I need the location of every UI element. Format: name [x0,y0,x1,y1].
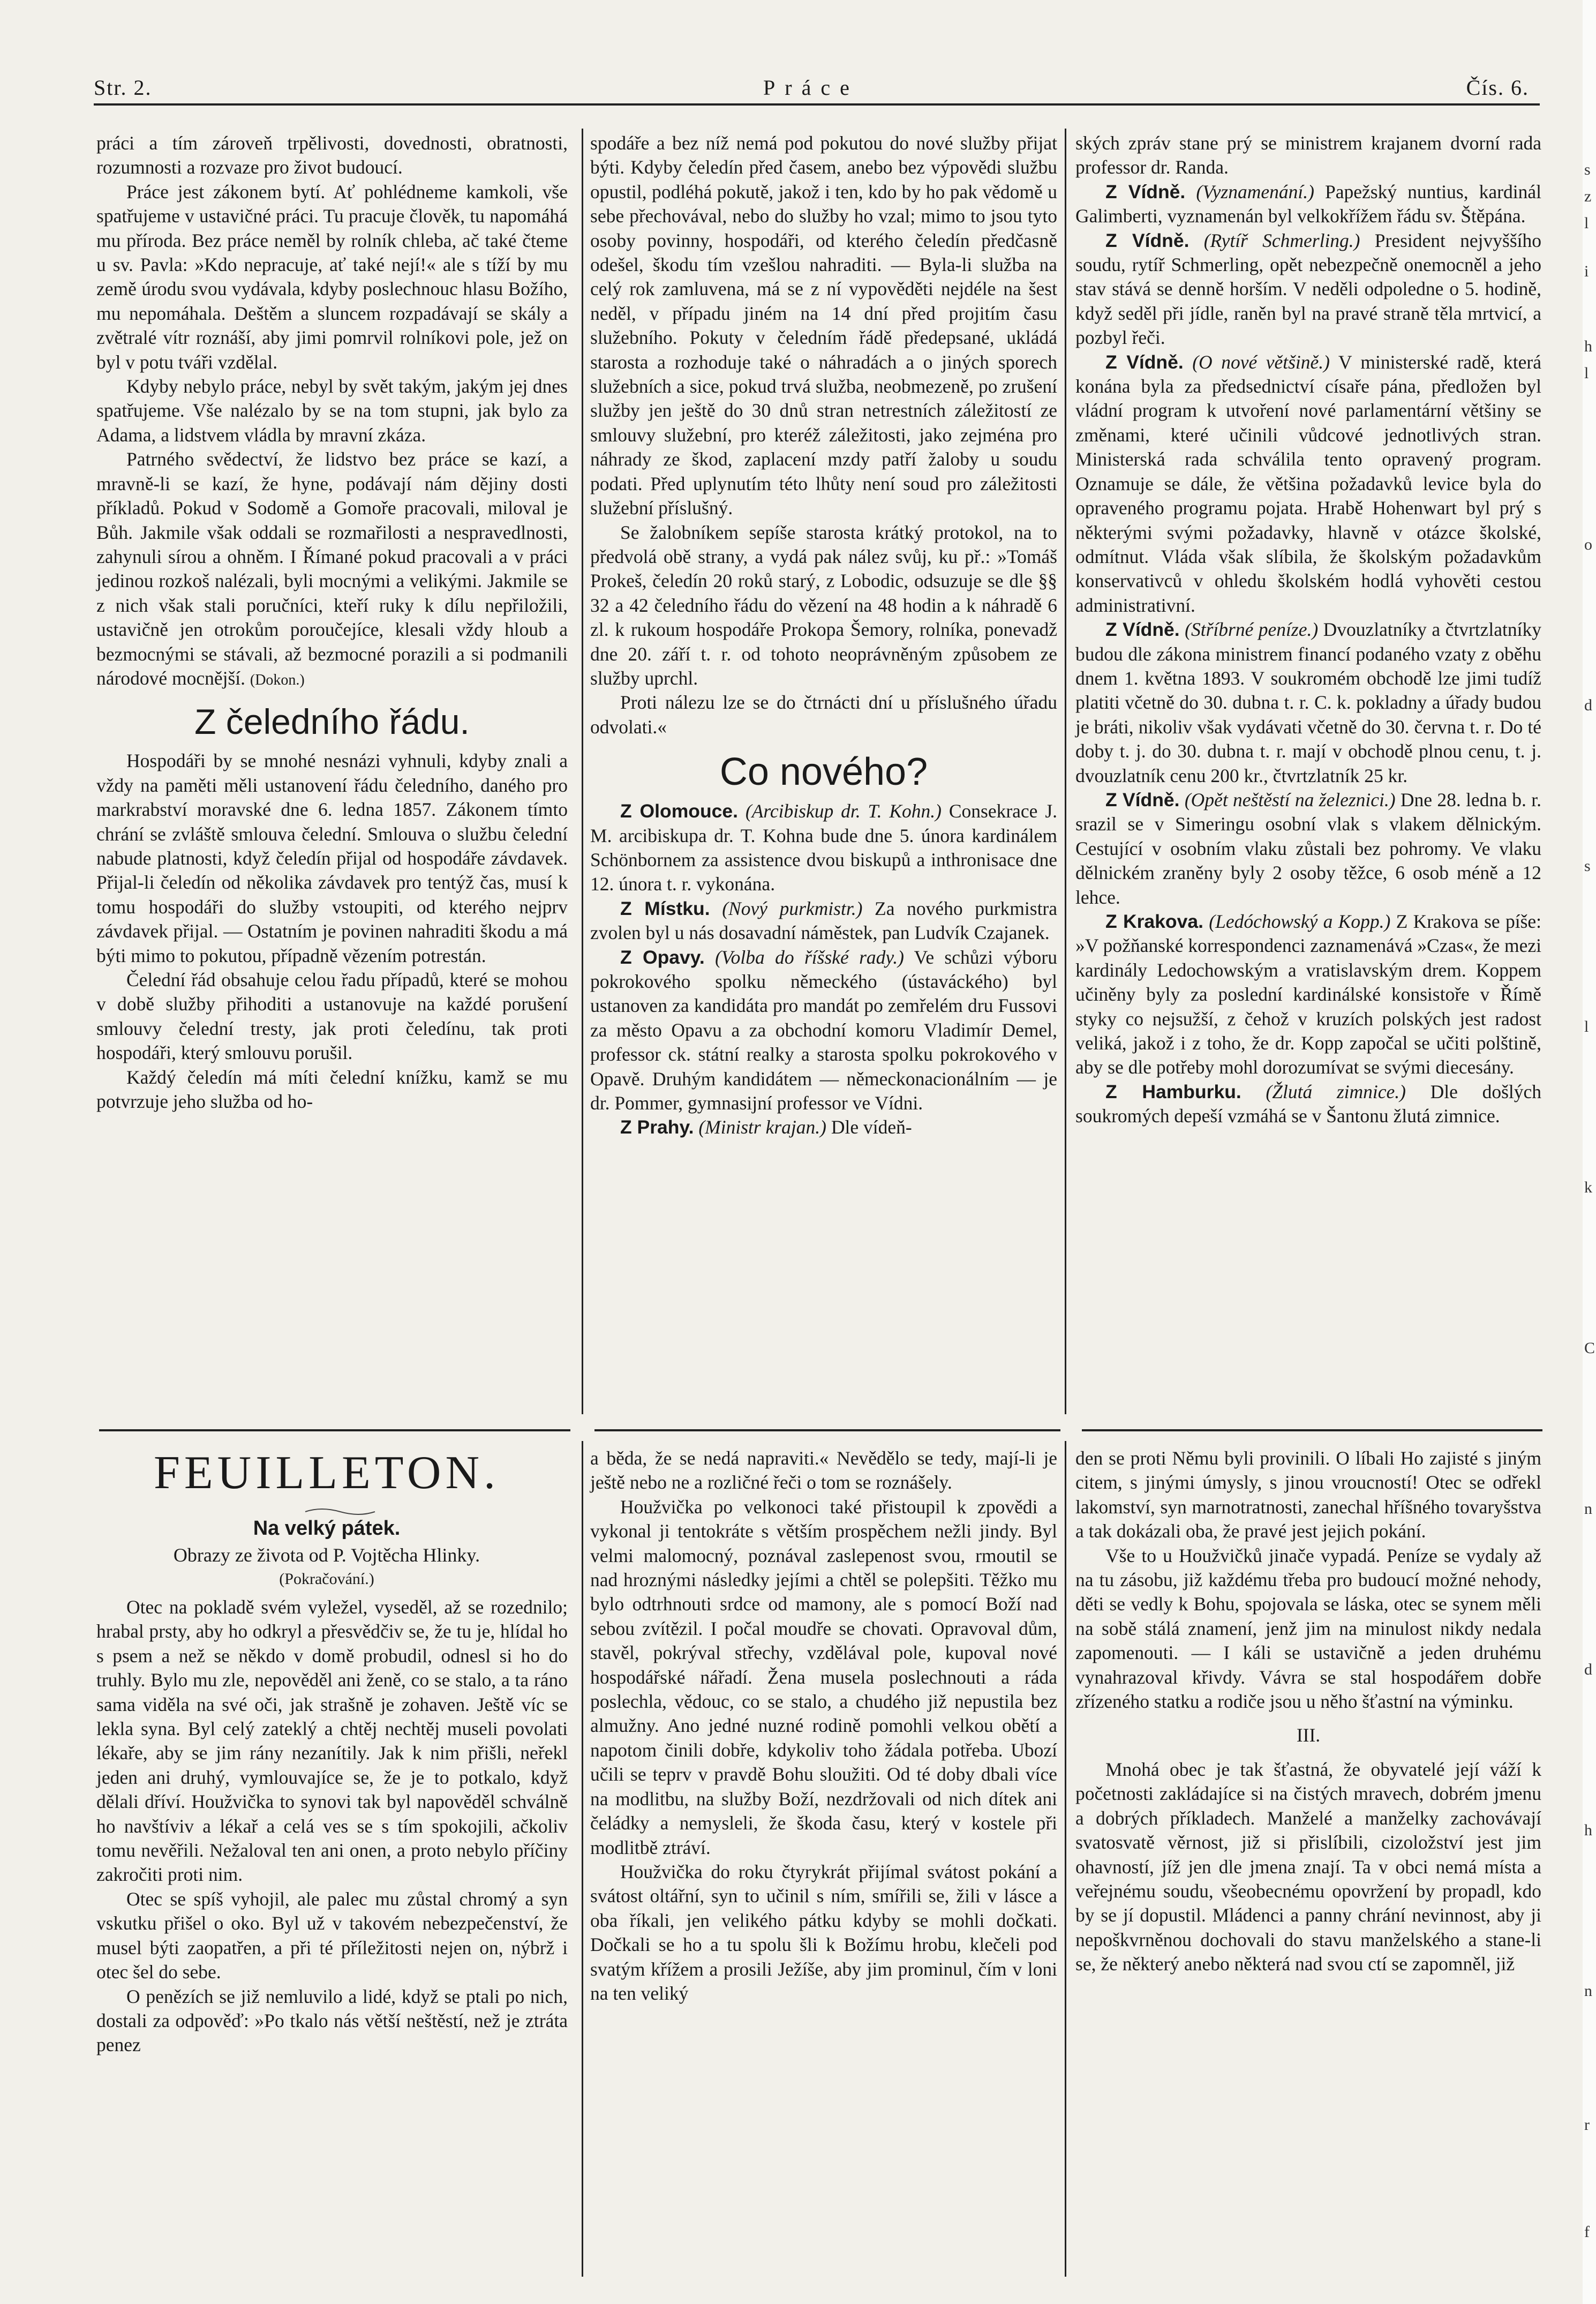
section-rule [594,1429,1060,1431]
edge-fragment: h [1584,1821,1592,1839]
paragraph: Čelední řád obsahuje celou řadu případů, které se mohou v době služby přihoditi a ustanovuje na každé porušení smlouvy čelední tresty, jak proti čeledínu, tak proti hospodáři, který smlouvu porušil. [96,969,568,1064]
column-divider [582,1441,583,2277]
continued-note: (Dokon.) [250,671,305,688]
column-divider [1065,1441,1066,2277]
chapter-number: III. [1296,1724,1321,1746]
edge-fragment: l [1584,364,1589,382]
story-subtitle: Obrazy ze života od P. Vojtěcha Hlinky. [173,1544,480,1566]
paragraph: den se proti Němu byli provinili. O líbali Ho zajisté s jiným citem, s jinými úmysly, s jinou vroucností! Otec se odřekl lakomství, syn marnotratnosti, zanechal hříšného tovaryšstva a tak dokázali oba, že pravé jest jejich pokání. [1075,1447,1541,1542]
edge-fragment: n [1584,1982,1592,2000]
news-location: Z Vídně. [1105,181,1186,202]
news-headline: (Stříbrné peníze.) [1185,619,1319,641]
paragraph: Otec na pokladě svém vyležel, vyseděl, až se rozednilo; hrabal prsty, aby ho odkryl a přesvědčiv se, že tu je, hlídal ho s psem a než se někdo v domě probudil, odnesl si ho do truhly. Bylo mu zle, nepověděl ani ženě, co se stalo, a ta ráno sama viděla na své oči, jak strašně je zohaven. Ještě víc se lekla syna. Byl celý zateklý a chtěj nechtěj museli povolati lékaře, aby se jim rány nezanítily. Jak k nim přišli, neřekl jeden ani druhý, vymlouvajíce se, že je to potkalo, když dělali dříví. Houžvička to synovi tak byl napověděl schválně ho navštíviv a lékař a celá ves se s tím spokojili, ačkoliv tomu nevěřili. Nežaloval ten ani onen, a proto nebylo příčiny zakročiti proti nim. [96,1596,568,1886]
column-divider [582,129,583,1414]
edge-fragment: d [1584,1661,1592,1678]
paragraph: Kdyby nebylo práce, nebyl by svět takým, jakým jej dnes spatřujeme. Vše nalézalo by se na tom stupni, jak bylo za Adama, a lidstvem vládla by mravní zkáza. [96,376,568,446]
paragraph: spodáře a bez níž nemá pod pokutou do nové služby přijat býti. Kdyby čeledín před časem, anebo bez výpovědi službu opustil, podléhá pokutě, jakož i ten, kdo by ho pak vědomě u sebe přechovával, nebo do služby ho vzal; mimo to jsou tyto osoby povinny, hospodáři, od kterého čeledín předčasně odešel, škodu tím vzešlou nahraditi. — Byla-li služba na celý rok zamluvena, má se z ní vypověděti nejdéle na šest neděl, v případu jiném na 14 dní před projitím času služebního. Pokuty v čeledním řádě předepsané, ukládá starosta a rozhoduje také o náhradách a o jiných sporech služebních a sice, pokud trvá služba, neobmezeně, po zrušení služby jen ještě do 30 dnů stran netrestních záležitostí ze smlouvy služební, pro kteréž záležitosti, jako zejména pro náhrady ze škod, zaplacení mzdy patří žaloby u soudu podati. Před uplynutím této lhůty není soud pro záležitosti služební příslušný. [590,132,1057,519]
feuilleton-column-1 [96,1595,568,2058]
news-body: Za nového purkmistra zvolen byl u nás dosavadní náměstek, pan Ludvík Czajanek. [590,897,1058,944]
header-rule [94,103,1540,106]
paragraph: O penězích se již nemluvilo a lidé, když se ptali po nich, dostali za odpověď: »Po tkalo nás větší neštěstí, než je ztráta penez [96,1985,568,2056]
news-location: Z Místku. [620,897,710,919]
column-2-article [590,131,1057,1140]
news-item [590,1115,1057,1139]
paragraph: Každý čeledín má míti čelední knížku, kamž se mu potvrzuje jeho služba od ho- [96,1066,568,1113]
continued-label: (Pokračování.) [279,1570,374,1588]
news-body: Papežský nuntius, kardinál Galimberti, vyznamenán byl velkokřížem řádu sv. Štěpána. [1075,181,1541,227]
news-body: Dne 28. ledna b. r. srazil se v Simeringu osobní vlak s vlakem dělnickým. Cestující v osobním vlaku zůstali bez pohromy. Ve vlaku dělnickém zraněny byly 2 osoby těžce, 6 osob méně a 12 lehce. [1075,789,1541,908]
paragraph: Houžvička do roku čtyrykrát přijímal svátost pokání a svátost oltářní, syn to učinil s ním, smířili se, žili v lásce a oba říkali, jen velikého pátku kdyby se mohli dočkati. Dočkali se ho a tu spolu šli k Božímu hrobu, klečeli pod svatým křížem a prosili Ježíše, aby jim prominul, čím v loni na ten veliký [590,1860,1057,2004]
paragraph: Se žalobníkem sepíše starosta krátký protokol, na to předvolá obě strany, a vydá pak nález svůj, ku př.: »Tomáš Prokeš, čeledín 20 roků starý, z Lobodic, odsuzuje se dle §§ 32 a 42 čeledního řádu do vězení na 48 hodin a k náhradě 6 zl. k rukoum hospodáře Prokopa Šemory, rolníka, ponevadž dne 20. září t. r. od tohoto neoprávněným způsobem ze služby uprchl. [590,521,1057,689]
news-headline: (Vyznamenání.) [1196,181,1314,202]
news-headline: (Ministr krajan.) [698,1116,826,1138]
news-headline: (Žlutá zimnice.) [1266,1080,1406,1102]
news-item [1075,350,1541,618]
section-rule [1082,1429,1542,1431]
edge-fragment: z [1584,187,1592,205]
news-item [590,897,1057,945]
news-headline: (Nový purkmistr.) [722,897,863,919]
news-headline: (Arcibiskup dr. T. Kohn.) [745,800,942,822]
news-section-title: Co nového? [719,751,928,794]
edge-fragment: r [1584,2116,1590,2134]
column-3-news [1075,131,1541,1129]
news-location: Z Prahy. [620,1116,694,1138]
news-location: Z Vídně. [1105,351,1184,373]
edge-fragment: l [1584,214,1589,232]
edge-fragment: l [1584,1018,1589,1035]
feuilleton-column-2 [590,1446,1057,2006]
edge-fragment: C [1584,1339,1595,1357]
news-body: Consekrace J. M. arcibiskupa dr. T. Kohna bude dne 5. února kardinálem Schönbornem za assistence dvou biskupů a inthronisace dne 12. února t. r. vykonána. [590,800,1058,895]
news-item [590,799,1057,897]
story-title: Na velký pátek. [253,1517,401,1540]
ornament-swash [303,1506,378,1517]
feuilleton-title: FEUILLETON. [153,1447,500,1499]
paragraph: Hospodáři by se mnohé nesnázi vyhnuli, kdyby znali a vždy na paměti měli ustanovení řádu čeledního, daného pro markrabství moravské dne 6. ledna 1857. Zákonem tímto chrání se zvláště smlouva čelední. Smlouva o službu čelední nabude platnosti, když čeledín přijal od hospodáře závdavek. Přijal-li čeledín od několika závdavek pro tentýž čas, musí k tomu hospodáři do služby vstoupiti, od kterého nejprv závdavek přijal. — Ostatním je povinen nahraditi škodu a má býti mimo to pokutou, případně vězením potrestán. [96,750,568,966]
news-location: Z Vídně. [1105,789,1180,810]
news-body: Dle vídeň- [831,1116,912,1138]
news-item [1075,910,1541,1080]
news-body: Z Krakova se píše: »V požňanské korrespondenci zaznamenává »Czas«, že mezi kardinály Ledochowským a vratislavským drem. Koppem učiněny byly za poslední kardinálské konsistoře v Římě styky co nejsužší, z čehož v kruzích polských jest radost veliká, jakož i z toho, že dr. Kopp započal se učiti polštině, aby se dle potřeby mohl dorozumívat se svými diecesány. [1075,911,1541,1078]
news-headline: (Opět neštěstí na železnici.) [1184,789,1396,810]
paragraph: Houžvička po velkonoci také přistoupil k zpovědi a vykonal ji tentokráte s větším prospěchem nežli jindy. Byl velmi malomocný, poznával zaslepenost svou, rmoutil se nad hroznými následky jejími a chtěl se polepšiti. Těžko mu bylo odtrhnouti srdce od mamony, ale s pomocí Boží nad sebou zvítězil. I počal moudře se chovati. Opravoval dům, stavěl, pokrýval střechy, vzdělával pole, kupoval nové hospodářské nářadí. Žena musela poslechnouti a ráda poslechla, vědouc, co se stalo, a chudého již nepustila bez almužny. Ano jedné nuzné rodině pomohli velkou obětí a napotom činili dobře, kdykoliv toho žádala potřeba. Ubozí učili se teprv v pravdě Bohu sloužiti. Od té doby dbali více na modlitbu, na služby Boží, nezdržovali od nich dítek ani čeládky a nemysleli, že škoda času, který v kostele při modlitbě ztráví. [590,1496,1057,1858]
column-divider [1065,129,1066,1414]
paragraph [96,447,568,692]
news-item [1075,229,1541,350]
news-headline: (Rytíř Schmerling.) [1203,229,1360,251]
paragraph-text: Patrného svědectví, že lidstvo bez práce se kazí, a mravně-li se kazí, že hyne, podávají nám dějiny dosti příkladů. Pokud v Sodomě a Gomoře pracovali, miloval je Bůh. Jakmile však oddali se rozmařilosti a nespravedlnosti, zahynuli sírou a ohněm. I Římané pokud pracovali a v práci jedinou rozkoš nalézali, byli mocnými a velikými. Jakmile se z nich však stali poručníci, kteří ruky k dílu nepřiložili, ustavičně jen otrokům poroučejíce, klesali vždy hloub a bezmocnými se stávali, až bezmocné porazili a si podmanili národové mocnější. [96,448,568,689]
edge-fragment: o [1584,536,1592,553]
edge-fragment: i [1584,262,1589,280]
column-1-article [96,131,568,1114]
news-location: Z Opavy. [620,946,705,968]
edge-fragment: k [1584,1179,1592,1196]
issue-number: Čís. 6. [1466,76,1529,100]
edge-fragment: h [1584,337,1592,355]
page-header [94,75,1529,102]
news-body: Ve schůzi výboru pokrokového spolku německého (ústaváckého) byl ustanoven za kandidáta pro mandát po zemřelém dru Fussovi za město Opavu a za obchodní komoru Vladimír Demel, professor ck. státní realky a starosta spolku pokrokového v Opavě. Druhým kandidátem — německonacionálním — je dr. Pommer, gymnasijní professor ve Vídni. [590,946,1058,1114]
paragraph: Mnohá obec je tak šťastná, že obyvatelé její váží k početnosti zakládajíce si na čistých mravech, dobrém jmenu a dobrých příkladech. Manželé a manželky zachovávají svatosvatě věrnost, již si přislíbili, cizoložství jest jim ohavností, jíž jen dle jmena znají. Ta v obci nemá místa a veřejnému soudu, všeobecnému opovržení by propadl, kdo by se jí dopustil. Mládenci a panny chrání nevinnost, aby ji nepoškvrněnou dochovali do stavu manželského a stane-li se, že některý anebo některá nad svou ctí se zapomněl, již [1075,1758,1541,1975]
paragraph: ských zpráv stane prý se ministrem krajanem dvorní rada professor dr. Randa. [1075,132,1541,178]
edge-fragment: n [1584,1500,1592,1518]
news-headline: (Ledóchowský a Kopp.) [1209,911,1391,932]
section-rule [99,1429,570,1431]
news-item [1075,788,1541,910]
paragraph: Práce jest zákonem bytí. Ať pohlédneme kamkoli, vše spatřujeme v ustavičné práci. Tu pracuje člověk, tu napomáhá mu příroda. Bez práce neměl by rolník chleba, ač také čteme u sv. Pavla: »Kdo nepracuje, ať také nejí!« ale s tíží by mu země úrodu svou vydávala, kdyby poslechnouc hlasu Božího, mu nepomáhala. Deštěm a sluncem rozpadávají se skály a zvětralé vítr roznáší, aby jimi pomrvil rolníkovi pole, jež on byl v potu tváři vzdělal. [96,181,568,373]
news-location: Z Krakova. [1105,911,1203,932]
edge-fragment: f [1584,2223,1590,2241]
paragraph: Proti nálezu lze se do čtrnácti dní u příslušného úřadu odvolati.« [590,692,1057,738]
news-body: Dle došlých soukromých depeší vzmáhá se v Šantonu žlutá zimnice. [1075,1080,1541,1127]
news-item [1075,1080,1541,1129]
news-body: Dvouzlatníky a čtvrtzlatníky budou dle zákona ministrem financí podaného vzaty z oběhu dnem 1. května 1893. V soukromém obchodě lze jimi tudíž platiti včetně do 30. dubna t. r. C. k. pokladny a úřady budou je bráti, nikoliv však vydávati včetně do 30. června t. r. Do té doby t. j. do 30. dubna t. r. mají v obchodě plnou cenu, t. j. dvouzlatník cenu 200 kr., čtvrtzlatník 25 kr. [1075,619,1541,786]
edge-fragment: s [1584,857,1591,875]
news-location: Z Vídně. [1105,619,1180,641]
newspaper-title: Práce [763,76,859,100]
news-location: Z Hamburku. [1105,1080,1241,1102]
news-body: President nejvyššího soudu, rytíř Schmerling, opět nebezpečně onemocněl a jeho stav stává se denně horším. V neděli odpoledne o 5. hodině, když seděl při jídle, raněn byl na pravé straně těla mrtvicí, a pozbyl řeči. [1075,229,1541,349]
news-location: Z Olomouce. [620,800,738,822]
news-item [1075,180,1541,229]
news-location: Z Vídně. [1105,229,1190,251]
news-item [1075,618,1541,788]
news-body: V ministerské radě, která konána byla za předsednictví císaře pána, předložen byl vládní program k utvoření nové parlamentární většiny se změnami, které učinili vůdcové jednotlivých stran. Ministerská rada schválila tento opravený program. Oznamuje se dále, že většina požadavků levice byla do opraveného programu pojata. Hrabě Hohenwart byl prý s některými svými požadavky, hlavně v otázce školské, odmítnut. Vláda však slíbila, že školským požadavkům konservativců v ohledu školském hodlá vyhověti cestou administrativní. [1075,351,1541,616]
news-item [590,945,1057,1116]
feuilleton-column-3 [1075,1446,1541,1977]
paragraph: Vše to u Houžvičků jinače vypadá. Peníze se vydaly až na tu zásobu, již každému třeba pro budoucí možné nehody, děti se vedly k Bohu, spojovala se láska, otec se synem měli na sobě stálá znamení, jenž jim na minulost nikdy nedala zapomenouti. — I káli se ustavičně a jeden druhému vynahrazoval křivdy. Vávra se stal hospodářem dobře zřízeného statku a rodiče jsou u něho šťastní na výminku. [1075,1544,1541,1713]
article-title: Z čeledního řádu. [194,702,470,742]
page-number: Str. 2. [94,76,152,100]
paragraph: a běda, že se nedá napraviti.« Nevědělo se tedy, mají-li je ještě nebo ne a rozličné řeči o tom se roznášely. [590,1447,1057,1494]
news-headline: (Volba do říšské rady.) [715,946,904,968]
paragraph: práci a tím zároveň trpělivosti, dovednosti, obratnosti, rozumnosti a rozvaze pro život budoucí. [96,132,568,178]
edge-fragment: s [1584,161,1591,178]
paragraph: Otec se spíš vyhojil, ale palec mu zůstal chromý a syn vskutku přišel o oko. Byl už v takovém nebezpečenství, že musel býti zaopatřen, a při té příležitosti nejen on, nýbrž i otec šel do sebe. [96,1888,568,1983]
news-headline: (O nové většině.) [1192,351,1330,373]
edge-fragment: d [1584,696,1592,714]
